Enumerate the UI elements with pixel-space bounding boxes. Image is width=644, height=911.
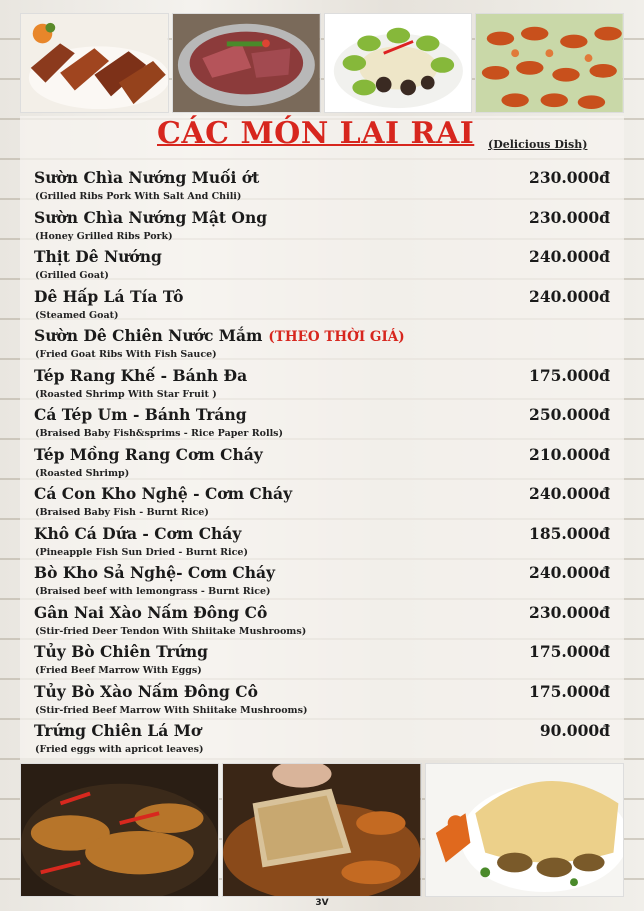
dish-price: 240.000đ <box>529 247 610 266</box>
dish-price: 230.000đ <box>529 602 610 622</box>
dish-name: Cá Tép Um - Bánh Tráng <box>34 405 247 424</box>
menu-item <box>34 484 610 524</box>
page-number: 3V <box>315 898 329 908</box>
burnt-rice-photo <box>222 763 421 897</box>
dish-name: Gân Nai Xào Nấm Đông Cô <box>34 602 268 622</box>
title-row <box>20 116 624 160</box>
dish-name: Tủy Bò Chiên Trứng <box>34 642 209 661</box>
steamed-greens-photo <box>324 13 473 113</box>
dish-name: Sườn Chìa Nướng Mật Ong <box>34 207 268 227</box>
dish-english-name: (Pineapple Fish Sun Dried - Burnt Rice) <box>35 546 248 558</box>
dish-name: Tép Mồng Rang Cơm Cháy <box>34 444 263 464</box>
dish-english-name: (Fried Goat Ribs With Fish Sauce) <box>35 349 217 360</box>
menu-item <box>34 287 610 327</box>
dish-name: Trứng Chiên Lá Mơ <box>34 721 202 740</box>
braised-fish-photo <box>20 763 219 897</box>
dish-english-name: (Honey Grilled Ribs Pork) <box>35 230 173 242</box>
top-photo-strip <box>20 13 624 113</box>
bottom-photo-strip <box>20 763 624 897</box>
menu-item <box>34 326 610 366</box>
menu-item <box>34 445 610 485</box>
dish-price: 175.000đ <box>529 681 610 701</box>
dish-name: Dê Hấp Lá Tía Tô <box>34 286 184 306</box>
dish-price: 175.000đ <box>529 365 610 385</box>
dish-english-name: (Braised Baby Fish&sprims - Rice Paper Rolls) <box>35 428 284 439</box>
menu-item <box>34 405 610 445</box>
dish-price: 185.000đ <box>529 523 610 543</box>
roasted-shrimp-photo <box>475 13 624 113</box>
menu-subtitle: (Delicious Dish) <box>488 138 588 151</box>
dish-name: Thịt Dê Nướng <box>34 247 162 266</box>
dish-price: 240.000đ <box>529 484 610 503</box>
menu-item <box>34 682 610 722</box>
dish-english-name: (Roasted Shrimp With Star Fruit ) <box>35 388 217 400</box>
goat-hotpot-photo <box>172 13 321 113</box>
dish-name: Tủy Bò Xào Nấm Đông Cô <box>34 681 258 701</box>
dish-english-name: (Roasted Shrimp) <box>35 467 130 479</box>
dish-english-name: (Stir-fried Deer Tendon With Shiitake Mushrooms) <box>35 625 307 637</box>
menu-item <box>34 168 610 208</box>
menu-item <box>34 524 610 564</box>
dish-name: Bò Kho Sả Nghệ- Cơm Cháy <box>34 563 276 582</box>
dish-english-name: (Braised Baby Fish - Burnt Rice) <box>35 507 209 518</box>
menu-list <box>34 168 610 761</box>
dish-english-name: (Steamed Goat) <box>35 309 119 321</box>
dish-name: Cá Con Kho Nghệ - Cơm Cháy <box>34 484 293 503</box>
dish-price: 240.000đ <box>529 563 610 582</box>
dish-price: 90.000đ <box>539 721 610 740</box>
dish-english-name: (Braised beef with lemongrass - Burnt Rice) <box>35 586 271 597</box>
dish-name: Sườn Dê Chiên Nước Mắm (THEO THỜI GIÁ) <box>34 326 405 345</box>
menu-item <box>34 247 610 287</box>
dish-price: 250.000đ <box>529 405 610 424</box>
menu-panel <box>20 116 624 760</box>
dish-name: Sườn Chìa Nướng Muối ớt <box>34 168 260 187</box>
dish-price: 240.000đ <box>529 286 610 306</box>
dish-english-name: (Grilled Ribs Pork With Salt And Chili) <box>35 191 242 202</box>
dish-price: 230.000đ <box>529 207 610 227</box>
dish-english-name: (Fried Beef Marrow With Eggs) <box>35 665 202 676</box>
menu-item <box>34 366 610 406</box>
menu-item <box>34 603 610 643</box>
dish-english-name: (Grilled Goat) <box>35 270 109 281</box>
menu-item <box>34 563 610 603</box>
dish-name: Tép Rang Khế - Bánh Đa <box>34 365 248 385</box>
menu-item <box>34 721 610 761</box>
dish-english-name: (Fried eggs with apricot leaves) <box>35 744 204 755</box>
dish-english-name: (Stir-fried Beef Marrow With Shiitake Mushrooms) <box>35 704 308 716</box>
menu-title: CÁC MÓN LAI RAI <box>157 116 475 151</box>
dish-price: 175.000đ <box>529 642 610 661</box>
dish-price: 230.000đ <box>529 168 610 187</box>
menu-item <box>34 642 610 682</box>
dish-price: 210.000đ <box>529 444 610 464</box>
market-price-note: (THEO THỜI GIÁ) <box>268 329 405 345</box>
omelette-photo <box>425 763 624 897</box>
grilled-ribs-photo <box>20 13 169 113</box>
menu-item <box>34 208 610 248</box>
dish-name: Khô Cá Dứa - Cơm Cháy <box>34 523 242 543</box>
